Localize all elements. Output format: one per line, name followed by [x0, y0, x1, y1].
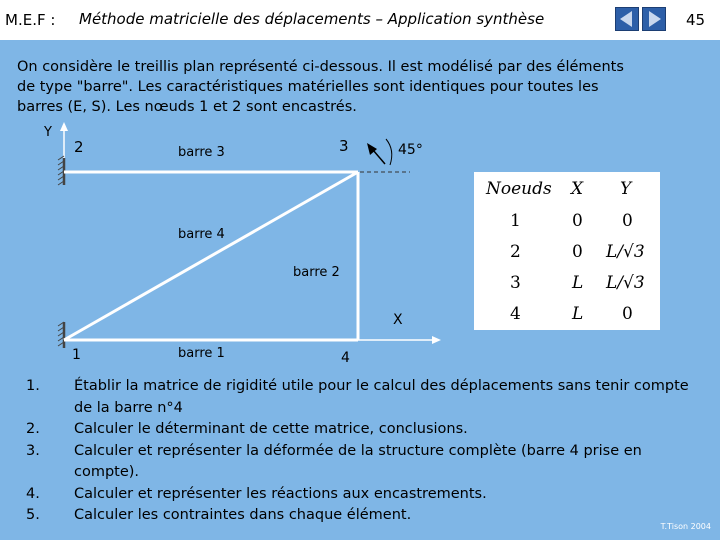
task-text: Établir la matrice de rigidité utile pour le calcul des déplacements sans tenir compte de la barre n°4 [74, 378, 689, 416]
task-number: 4. [26, 485, 40, 502]
x-axis-label: X [393, 312, 403, 328]
page-number: 45 [686, 11, 706, 29]
bar-2-label: barre 2 [293, 265, 340, 280]
table-cell: 3 [510, 273, 521, 293]
bar-4-label: barre 4 [178, 227, 225, 242]
task-item [26, 376, 706, 419]
angle-label: 45° [398, 142, 423, 158]
table-cell: 2 [510, 242, 521, 262]
task-item [26, 505, 706, 527]
angle-arc [386, 139, 392, 165]
node-3-label: 3 [339, 137, 349, 155]
intro-line: de type "barre". Les caractéristiques matérielles sont identiques pour toutes les [17, 79, 599, 95]
force-direction-line [373, 150, 385, 164]
bar-1-label: barre 1 [178, 346, 225, 361]
node-4-label: 4 [341, 350, 350, 366]
table-header: Noeuds [486, 179, 552, 199]
task-text: Calculer les contraintes dans chaque élément. [74, 507, 412, 523]
page-title: Méthode matricielle des déplacements – Application synthèse [79, 10, 545, 28]
x-axis-arrowhead [432, 336, 441, 344]
table-cell: 0 [622, 211, 633, 231]
task-number: 5. [26, 507, 40, 523]
table-cell: 0 [572, 242, 583, 262]
intro-line: On considère le treillis plan représenté ci-dessous. Il est modélisé par des éléments [17, 59, 624, 75]
node-2-label: 2 [74, 138, 84, 156]
table-cell: L/√3 [606, 273, 645, 293]
task-number: 2. [26, 421, 40, 437]
task-item [26, 419, 706, 441]
table-cell: 0 [572, 211, 583, 231]
task-item [26, 441, 706, 484]
table-cell: L [572, 304, 584, 324]
table-cell: L [572, 273, 584, 293]
header-prefix: M.E.F : [5, 11, 56, 29]
bar-4 [64, 172, 358, 340]
intro-line: barres (E, S). Les nœuds 1 et 2 sont encastrés. [17, 99, 357, 115]
task-number: 1. [26, 378, 40, 394]
table-cell: 0 [622, 304, 633, 324]
task-text: Calculer et représenter les réactions aux encastrements. [74, 485, 487, 502]
y-axis-label: Y [44, 125, 52, 140]
bar-3-label: barre 3 [178, 145, 225, 160]
table-cell: 4 [510, 304, 521, 324]
table-cell: L/√3 [606, 242, 645, 262]
node-coordinates-table [474, 172, 660, 330]
task-text: Calculer le déterminant de cette matrice, conclusions. [74, 421, 468, 437]
node-1-label: 1 [72, 347, 81, 363]
task-item [26, 484, 706, 506]
task-text: Calculer et représenter la déformée de la structure complète (barre 4 prise en compte). [74, 442, 642, 480]
y-axis-arrowhead [60, 122, 68, 131]
author-credit: T.Tison 2004 [660, 522, 711, 531]
task-list [26, 376, 706, 527]
table-header: Y [620, 179, 632, 199]
task-number: 3. [26, 442, 40, 459]
table-header: X [571, 179, 584, 199]
table-cell: 1 [510, 211, 521, 231]
